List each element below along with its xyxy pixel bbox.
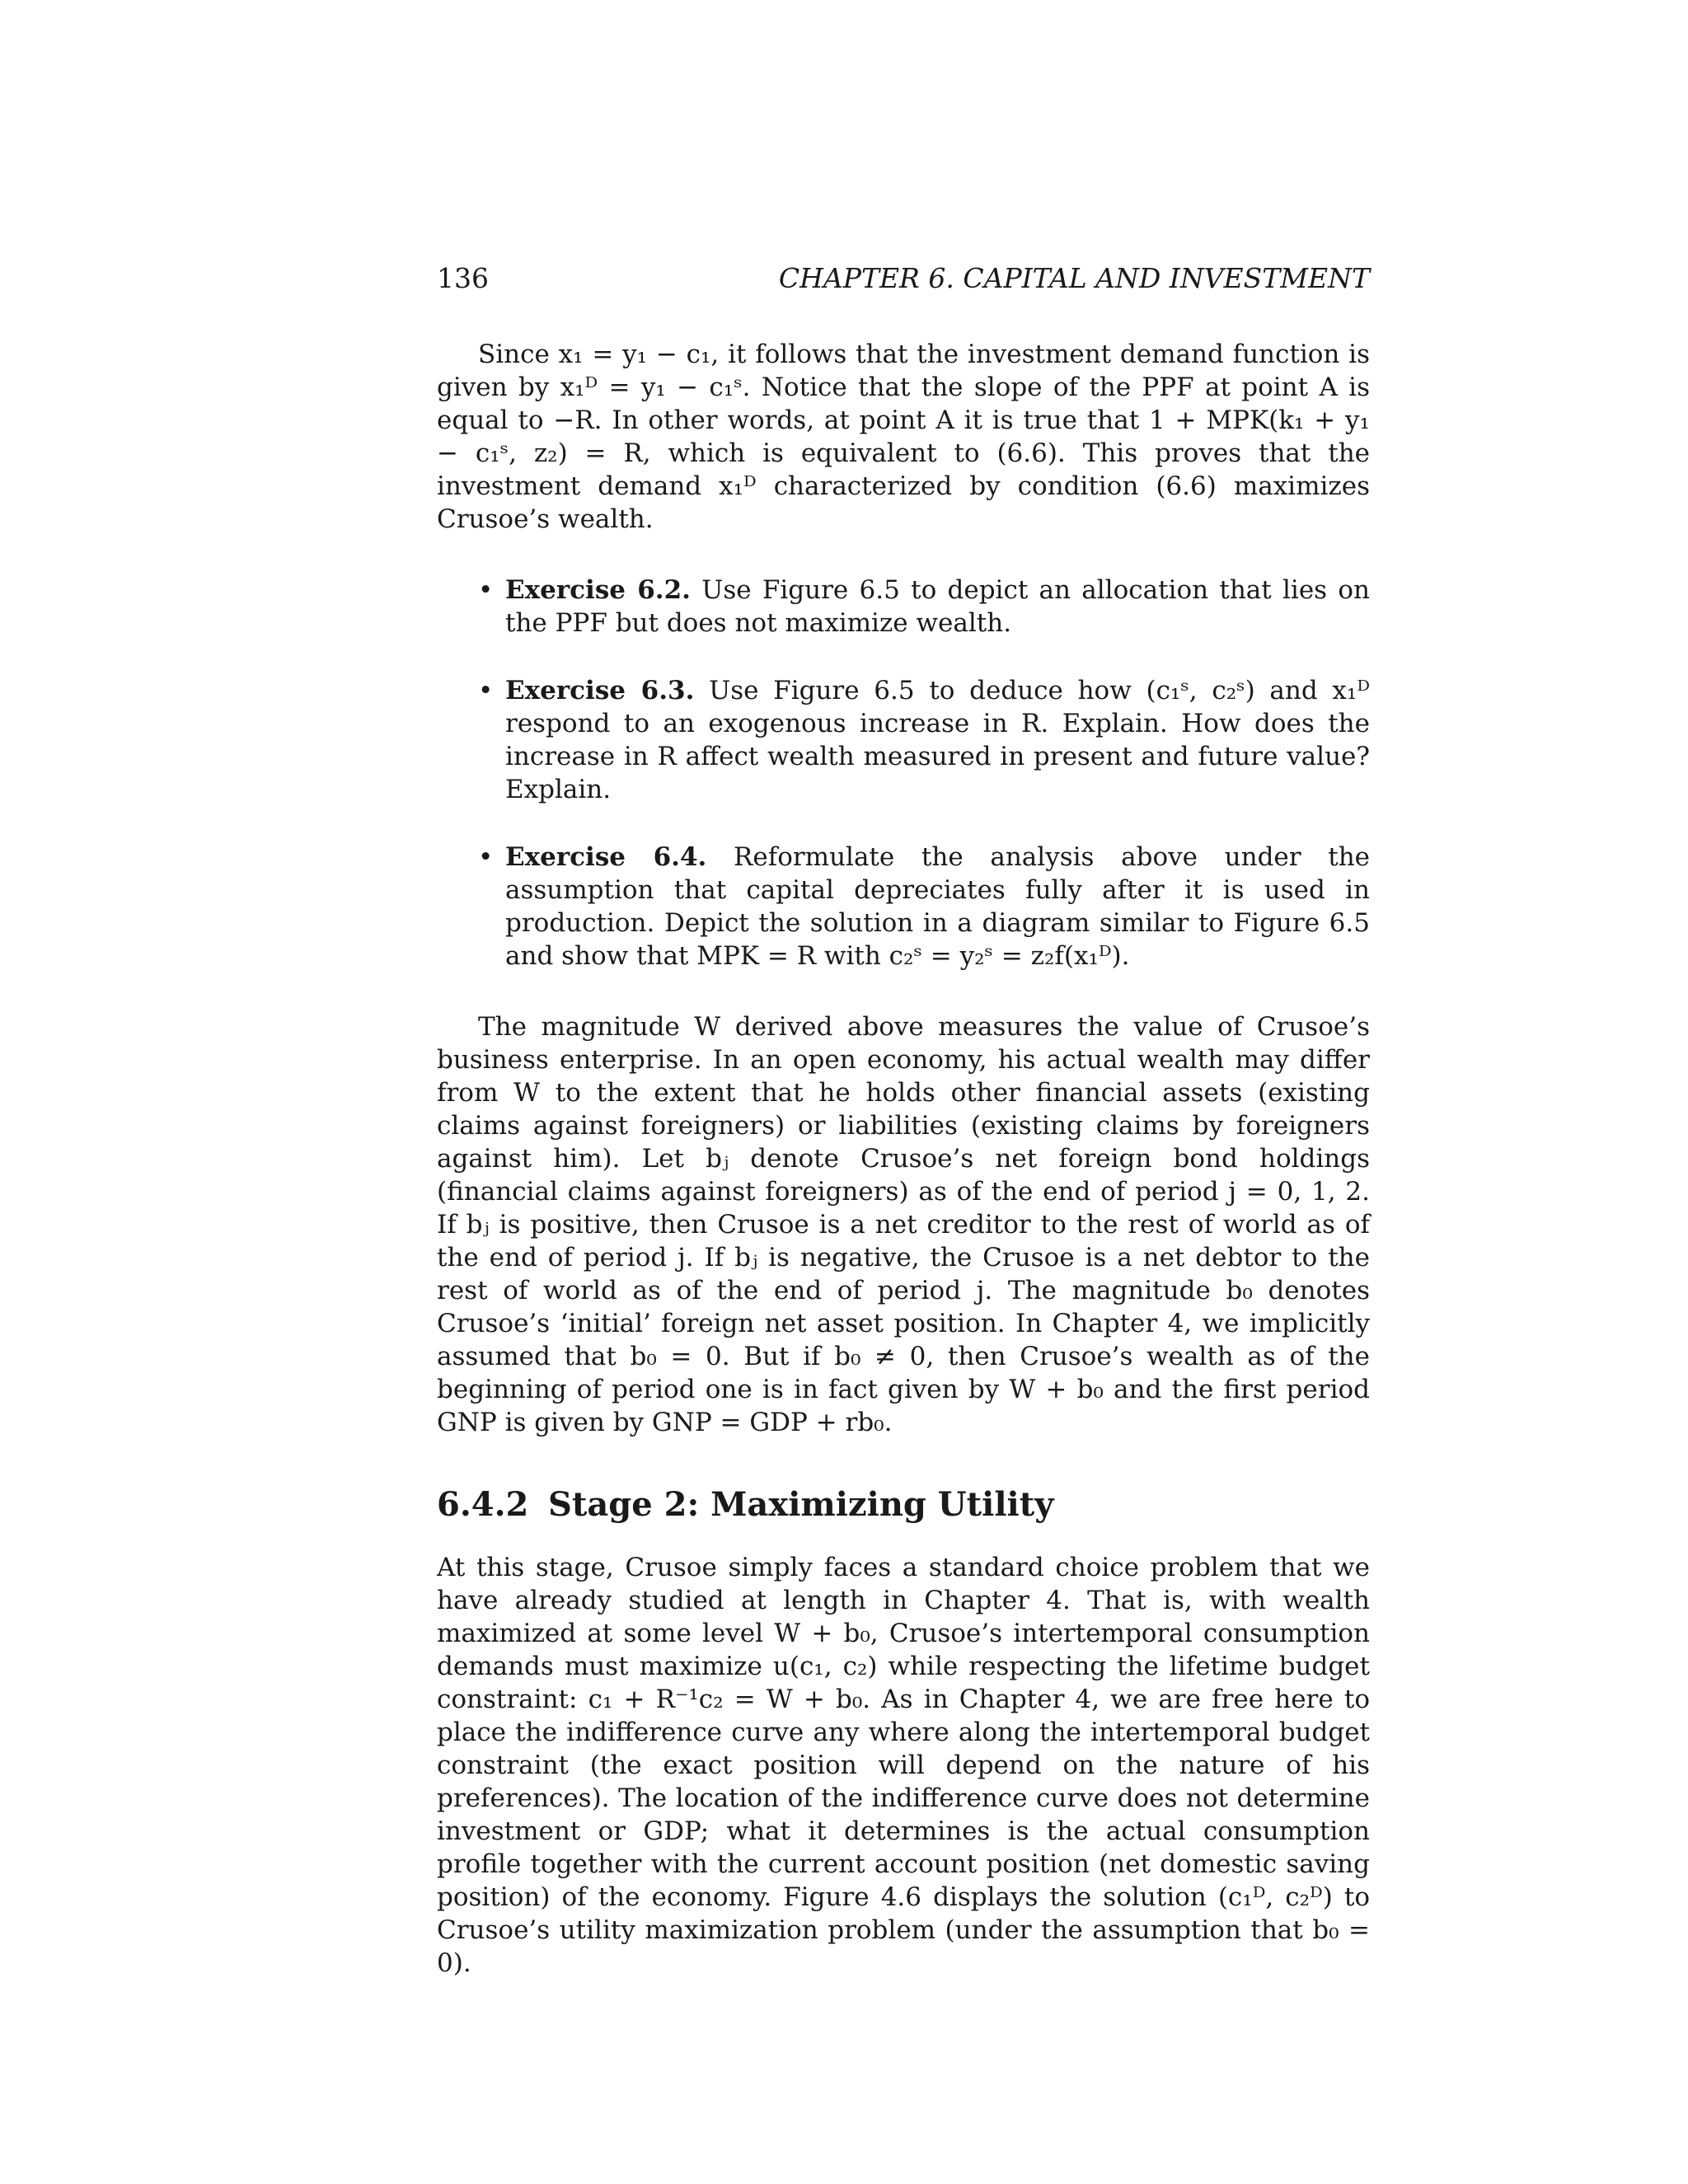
section-number: 6.4.2	[437, 1485, 529, 1524]
exercise-label: Exercise 6.4.	[505, 842, 707, 872]
exercise-label: Exercise 6.3.	[505, 676, 695, 705]
bullet-icon: •	[478, 575, 494, 605]
paragraph-investment-demand: Since x₁ = y₁ − c₁, it follows that the investment demand function is given by x₁ᴰ = y₁ − c₁ˢ. Notice that the slope of the PPF at point A is equal to −R. In other words, at point A it is true that 1 + MPK(k₁ + y₁ − c₁ˢ, z₂) = R, which is equivalent to (6.6). This proves that the investment demand x₁ᴰ characterized by condition (6.6) maximizes Crusoe’s wealth.	[437, 340, 1370, 534]
running-head	[437, 260, 1370, 297]
page-number: 136	[437, 262, 489, 294]
exercise-6-4	[437, 841, 1370, 972]
paragraph-stage-two: At this stage, Crusoe simply faces a standard choice problem that we have already studied at length in Chapter 4. That is, with wealth maximized at some level W + b₀, Crusoe’s intertemporal consumption demands must maximize u(c₁, c₂) while respecting the lifetime budget constraint: c₁ + R⁻¹c₂ = W + b₀. As in Chapter 4, we are free here to place the indifference curve any where along the intertemporal budget constraint (the exact position will depend on the nature of his preferences). The location of the indifference curve does not determine investment or GDP; what it determines is the actual consumption profile together with the current account position (net domestic saving position) of the economy. Figure 4.6 displays the solution (c₁ᴰ, c₂ᴰ) to Crusoe’s utility maximization problem (under the assumption that b₀ = 0).	[437, 1553, 1370, 1978]
page-content	[437, 260, 1370, 1980]
section-heading	[437, 1483, 1370, 1526]
chapter-title: CHAPTER 6. CAPITAL AND INVESTMENT	[778, 262, 1370, 294]
paragraph-wealth-magnitude: The magnitude W derived above measures the value of Crusoe’s business enterprise. In an open economy, his actual wealth may differ from W to the extent that he holds other financial assets (existing claims against foreigners) or liabilities (existing claims by foreigners against him). Let bⱼ denote Crusoe’s net foreign bond holdings (financial claims against foreigners) as of the end of period j = 0, 1, 2. If bⱼ is positive, then Crusoe is a net creditor to the rest of world as of the end of period j. If bⱼ is negative, the Crusoe is a net debtor to the rest of world as of the end of period j. The magnitude b₀ denotes Crusoe’s ‘initial’ foreign net asset position. In Chapter 4, we implicitly assumed that b₀ = 0. But if b₀ ≠ 0, then Crusoe’s wealth as of the beginning of period one is in fact given by W + b₀ and the first period GNP is given by GNP = GDP + rb₀.	[437, 1012, 1370, 1437]
exercise-6-3	[437, 674, 1370, 806]
exercise-text: Use Figure 6.5 to deduce how (c₁ˢ, c₂ˢ) and x₁ᴰ respond to an exogenous increase in R. Explain. How does the increase in R affect wealth measured in present and future value? Explain.	[505, 676, 1370, 804]
exercise-text: Reformulate the analysis above under the assumption that capital depreciates fully after it is used in production. Depict the solution in a diagram similar to Figure 6.5 and show that MPK = R with c₂ˢ = y₂ˢ = z₂f(x₁ᴰ).	[505, 842, 1371, 971]
exercise-list	[437, 574, 1370, 972]
exercise-6-2	[437, 574, 1370, 640]
bullet-icon: •	[478, 842, 494, 872]
exercise-label: Exercise 6.2.	[505, 575, 691, 605]
exercise-text: Use Figure 6.5 to depict an allocation that lies on the PPF but does not maximize wealth.	[505, 575, 1370, 638]
section-title: Stage 2: Maximizing Utility	[548, 1485, 1054, 1524]
bullet-icon: •	[478, 676, 494, 705]
